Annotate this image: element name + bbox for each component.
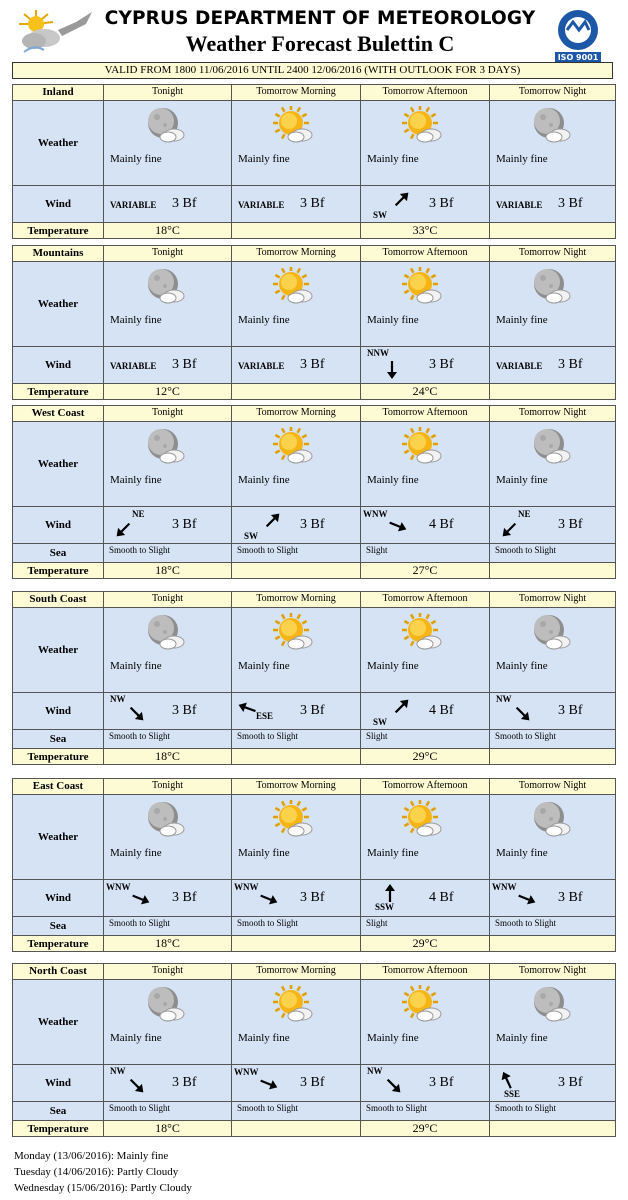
moon-cloud-icon (144, 613, 186, 651)
sun-cloud-icon (272, 985, 314, 1023)
sea-cell (490, 730, 616, 749)
period-header: Tomorrow Night (490, 406, 616, 422)
temperature-cell: 29°C (361, 1121, 490, 1137)
period-header: Tomorrow Night (490, 592, 616, 608)
wind-force: 3 Bf (172, 196, 197, 211)
sea-cell (490, 1102, 616, 1121)
sea-cell (232, 544, 361, 563)
temperature-cell: 18°C (104, 223, 232, 239)
region-table (12, 963, 616, 1137)
period-header: Tonight (104, 779, 232, 795)
wind-arrow-icon (236, 697, 258, 719)
temperature-cell (232, 749, 361, 765)
temperature-label: Temperature (13, 1121, 104, 1137)
wind-direction: VARIABLE (496, 361, 543, 371)
moon-cloud-icon (144, 800, 186, 838)
temperature-cell (490, 749, 616, 765)
temperature-cell: 29°C (361, 749, 490, 765)
weather-cell (361, 101, 490, 186)
weather-label: Weather (13, 262, 104, 347)
wind-force: 4 Bf (429, 890, 454, 905)
weather-label: Weather (13, 608, 104, 693)
temperature-label: Temperature (13, 749, 104, 765)
wind-label: Wind (13, 693, 104, 730)
weather-cell (232, 795, 361, 880)
weather-text: Mainly fine (496, 474, 548, 486)
weather-label: Weather (13, 422, 104, 507)
wind-arrow-icon (112, 519, 134, 541)
period-header: Tomorrow Night (490, 779, 616, 795)
wind-force: 3 Bf (300, 890, 325, 905)
wind-force: 3 Bf (558, 703, 583, 718)
sea-cell (104, 1102, 232, 1121)
wind-force: 3 Bf (429, 357, 454, 372)
wind-direction: NW (110, 694, 126, 704)
weather-text: Mainly fine (110, 474, 162, 486)
temperature-cell (232, 563, 361, 579)
sea-state: Smooth to Slight (495, 545, 557, 555)
wind-cell (361, 347, 490, 384)
sun-cloud-icon (272, 267, 314, 305)
wind-direction: WNW (363, 509, 388, 519)
wind-arrow-icon (258, 1073, 280, 1095)
moon-cloud-icon (530, 985, 572, 1023)
wind-direction: NW (496, 694, 512, 704)
wind-force: 3 Bf (558, 196, 583, 211)
sea-cell (490, 917, 616, 936)
wind-direction: SW (373, 717, 388, 727)
wind-label: Wind (13, 507, 104, 544)
period-header: Tomorrow Morning (232, 85, 361, 101)
wind-direction: NE (132, 509, 145, 519)
moon-cloud-icon (530, 106, 572, 144)
period-header: Tomorrow Afternoon (361, 246, 490, 262)
sun-cloud-icon (401, 106, 443, 144)
wind-direction: VARIABLE (110, 361, 157, 371)
weather-cell (490, 795, 616, 880)
region-name: Inland (13, 85, 104, 101)
weather-text: Mainly fine (238, 474, 290, 486)
wind-force: 3 Bf (300, 703, 325, 718)
outlook-day-3: Wednesday (15/06/2016): Partly Cloudy (14, 1182, 192, 1194)
period-header: Tomorrow Afternoon (361, 592, 490, 608)
wind-direction: VARIABLE (238, 361, 285, 371)
wind-cell (232, 507, 361, 544)
wind-direction: VARIABLE (238, 200, 285, 210)
wind-arrow-icon (516, 888, 538, 910)
wind-force: 3 Bf (172, 703, 197, 718)
sun-cloud-icon (272, 613, 314, 651)
period-header: Tomorrow Morning (232, 406, 361, 422)
wind-arrow-icon (383, 1075, 405, 1097)
weather-text: Mainly fine (238, 314, 290, 326)
period-header: Tomorrow Afternoon (361, 85, 490, 101)
sun-cloud-icon (401, 985, 443, 1023)
region-table (12, 245, 616, 400)
wind-force: 4 Bf (429, 517, 454, 532)
region-name: Mountains (13, 246, 104, 262)
sea-cell (361, 730, 490, 749)
temperature-cell: 12°C (104, 384, 232, 400)
weather-text: Mainly fine (496, 660, 548, 672)
temperature-cell (490, 563, 616, 579)
wind-force: 3 Bf (172, 890, 197, 905)
moon-cloud-icon (530, 613, 572, 651)
weather-cell (232, 422, 361, 507)
wind-cell (490, 186, 616, 223)
wind-cell (490, 693, 616, 730)
temperature-cell (490, 384, 616, 400)
outlook-list (14, 1148, 192, 1196)
region-name: West Coast (13, 406, 104, 422)
sea-cell (361, 917, 490, 936)
wind-force: 3 Bf (558, 357, 583, 372)
sea-state: Smooth to Slight (109, 731, 171, 741)
sun-cloud-icon (272, 427, 314, 465)
wind-cell (361, 186, 490, 223)
sea-state: Smooth to Slight (237, 918, 299, 928)
wind-direction: VARIABLE (496, 200, 543, 210)
temperature-cell (490, 223, 616, 239)
wind-cell (104, 693, 232, 730)
period-header: Tomorrow Morning (232, 246, 361, 262)
wind-force: 3 Bf (300, 517, 325, 532)
moon-cloud-icon (144, 267, 186, 305)
wind-arrow-icon (262, 509, 284, 531)
sea-label: Sea (13, 1102, 104, 1121)
wind-direction: WNW (234, 1067, 259, 1077)
weather-cell (104, 608, 232, 693)
wind-arrow-icon (498, 519, 520, 541)
wind-direction: WNW (106, 882, 131, 892)
temperature-label: Temperature (13, 384, 104, 400)
sea-state: Smooth to Slight (495, 731, 557, 741)
temperature-cell: 29°C (361, 936, 490, 952)
wind-cell (232, 880, 361, 917)
weather-cell (104, 101, 232, 186)
temperature-cell (232, 223, 361, 239)
period-header: Tonight (104, 85, 232, 101)
moon-cloud-icon (530, 427, 572, 465)
weather-text: Mainly fine (367, 660, 419, 672)
wind-cell (361, 880, 490, 917)
sun-cloud-icon (401, 427, 443, 465)
weather-text: Mainly fine (110, 314, 162, 326)
region-name: South Coast (13, 592, 104, 608)
wind-direction: SW (244, 531, 259, 541)
region-table (12, 405, 616, 579)
sun-cloud-icon (401, 613, 443, 651)
weather-text: Mainly fine (496, 1032, 548, 1044)
region-name: East Coast (13, 779, 104, 795)
wind-arrow-icon (130, 888, 152, 910)
region-table (12, 778, 616, 952)
weather-cell (361, 262, 490, 347)
temperature-label: Temperature (13, 563, 104, 579)
wind-force: 4 Bf (429, 703, 454, 718)
sea-state: Slight (366, 731, 388, 741)
wind-cell (232, 1065, 361, 1102)
wind-cell (104, 186, 232, 223)
period-header: Tonight (104, 592, 232, 608)
wind-force: 3 Bf (172, 1075, 197, 1090)
weather-text: Mainly fine (238, 660, 290, 672)
sea-state: Smooth to Slight (109, 545, 171, 555)
sea-state: Smooth to Slight (109, 1103, 171, 1113)
weather-cell (361, 795, 490, 880)
sea-state: Smooth to Slight (237, 1103, 299, 1113)
wind-cell (104, 1065, 232, 1102)
wind-direction: WNW (492, 882, 517, 892)
weather-label: Weather (13, 795, 104, 880)
sea-cell (232, 1102, 361, 1121)
temperature-label: Temperature (13, 223, 104, 239)
wind-cell (232, 186, 361, 223)
period-header: Tomorrow Afternoon (361, 779, 490, 795)
wind-arrow-icon (391, 188, 413, 210)
temperature-cell (232, 1121, 361, 1137)
period-header: Tomorrow Morning (232, 592, 361, 608)
wind-cell (104, 880, 232, 917)
bulletin-title: Weather Forecast Bulettin C (185, 31, 455, 56)
wind-direction: NE (518, 509, 531, 519)
wind-force: 3 Bf (300, 1075, 325, 1090)
sea-cell (361, 1102, 490, 1121)
sea-state: Smooth to Slight (495, 918, 557, 928)
wind-arrow-icon (258, 888, 280, 910)
wind-cell (232, 347, 361, 384)
weather-text: Mainly fine (367, 474, 419, 486)
weather-cell (490, 262, 616, 347)
wind-force: 3 Bf (172, 357, 197, 372)
wind-cell (361, 693, 490, 730)
sea-cell (232, 730, 361, 749)
temperature-cell (490, 1121, 616, 1137)
weather-text: Mainly fine (367, 847, 419, 859)
period-header: Tomorrow Night (490, 246, 616, 262)
weather-text: Mainly fine (496, 314, 548, 326)
sea-cell (361, 544, 490, 563)
weather-cell (361, 980, 490, 1065)
moon-cloud-icon (144, 106, 186, 144)
period-header: Tonight (104, 246, 232, 262)
weather-text: Mainly fine (367, 314, 419, 326)
weather-text: Mainly fine (496, 153, 548, 165)
wind-arrow-icon (381, 359, 403, 381)
wind-arrow-icon (379, 882, 401, 904)
region-table (12, 591, 616, 765)
wind-direction: WNW (234, 882, 259, 892)
region-table (12, 84, 616, 239)
temperature-label: Temperature (13, 936, 104, 952)
period-header: Tomorrow Night (490, 85, 616, 101)
weather-cell (490, 422, 616, 507)
moon-cloud-icon (144, 427, 186, 465)
period-header: Tonight (104, 964, 232, 980)
temperature-cell: 33°C (361, 223, 490, 239)
weather-text: Mainly fine (367, 1032, 419, 1044)
wind-direction: ESE (256, 711, 274, 721)
sea-cell (104, 544, 232, 563)
weather-cell (104, 795, 232, 880)
weather-text: Mainly fine (238, 847, 290, 859)
wind-label: Wind (13, 347, 104, 384)
weather-text: Mainly fine (238, 153, 290, 165)
sea-state: Smooth to Slight (109, 918, 171, 928)
temperature-cell (232, 384, 361, 400)
wind-force: 3 Bf (172, 517, 197, 532)
wind-cell (490, 507, 616, 544)
period-header: Tonight (104, 406, 232, 422)
wind-force: 3 Bf (558, 1075, 583, 1090)
wind-direction: SW (373, 210, 388, 220)
weather-cell (104, 262, 232, 347)
weather-cell (104, 422, 232, 507)
sea-label: Sea (13, 917, 104, 936)
wind-cell (232, 693, 361, 730)
sun-cloud-icon (272, 800, 314, 838)
wind-direction: VARIABLE (110, 200, 157, 210)
wind-arrow-icon (512, 703, 534, 725)
weather-text: Mainly fine (496, 847, 548, 859)
sun-cloud-icon (401, 800, 443, 838)
wind-force: 3 Bf (558, 517, 583, 532)
period-header: Tomorrow Afternoon (361, 964, 490, 980)
outlook-day-1: Monday (13/06/2016): Mainly fine (14, 1150, 169, 1162)
iso-9001-logo-icon (553, 8, 603, 62)
wind-cell (104, 507, 232, 544)
weather-cell (104, 980, 232, 1065)
sea-cell (232, 917, 361, 936)
wind-label: Wind (13, 1065, 104, 1102)
temperature-cell (232, 936, 361, 952)
temperature-cell: 27°C (361, 563, 490, 579)
wind-direction: NNW (367, 348, 389, 358)
sea-state: Smooth to Slight (237, 545, 299, 555)
wind-label: Wind (13, 186, 104, 223)
sea-state: Smooth to Slight (237, 731, 299, 741)
wind-cell (490, 880, 616, 917)
temperature-cell: 24°C (361, 384, 490, 400)
weather-cell (361, 422, 490, 507)
weather-text: Mainly fine (110, 660, 162, 672)
wind-arrow-icon (126, 1075, 148, 1097)
validity-banner: VALID FROM 1800 11/06/2016 UNTIL 2400 12/06/2016 (WITH OUTLOOK FOR 3 DAYS) (12, 62, 613, 79)
wind-direction: NW (110, 1066, 126, 1076)
wind-cell (361, 1065, 490, 1102)
sea-cell (104, 917, 232, 936)
wind-arrow-icon (496, 1069, 518, 1091)
weather-cell (232, 980, 361, 1065)
wind-direction: SSW (375, 902, 395, 912)
moon-cloud-icon (530, 800, 572, 838)
period-header: Tomorrow Morning (232, 779, 361, 795)
sun-cloud-icon (272, 106, 314, 144)
weather-cell (490, 608, 616, 693)
sun-cloud-icon (401, 267, 443, 305)
wind-arrow-icon (387, 515, 409, 537)
sea-state: Smooth to Slight (366, 1103, 428, 1113)
wind-cell (490, 347, 616, 384)
sea-state: Slight (366, 918, 388, 928)
weather-text: Mainly fine (110, 1032, 162, 1044)
sea-cell (104, 730, 232, 749)
wind-force: 3 Bf (300, 196, 325, 211)
weather-cell (232, 608, 361, 693)
period-header: Tomorrow Night (490, 964, 616, 980)
weather-cell (490, 101, 616, 186)
period-header: Tomorrow Afternoon (361, 406, 490, 422)
wind-label: Wind (13, 880, 104, 917)
wind-force: 3 Bf (429, 1075, 454, 1090)
temperature-cell: 18°C (104, 749, 232, 765)
weather-cell (361, 608, 490, 693)
weather-cell (232, 101, 361, 186)
wind-arrow-icon (126, 703, 148, 725)
sea-label: Sea (13, 544, 104, 563)
region-name: North Coast (13, 964, 104, 980)
temperature-cell: 18°C (104, 936, 232, 952)
sea-cell (490, 544, 616, 563)
weather-label: Weather (13, 980, 104, 1065)
wind-force: 3 Bf (558, 890, 583, 905)
temperature-cell (490, 936, 616, 952)
page-header (0, 0, 628, 60)
wind-force: 3 Bf (300, 357, 325, 372)
wind-cell (361, 507, 490, 544)
iso-badge-text: ISO 9001 (557, 53, 599, 62)
sea-state: Smooth to Slight (495, 1103, 557, 1113)
weather-cell (232, 262, 361, 347)
wind-cell (490, 1065, 616, 1102)
wind-arrow-icon (391, 695, 413, 717)
period-header: Tomorrow Morning (232, 964, 361, 980)
wind-force: 3 Bf (429, 196, 454, 211)
outlook-day-2: Tuesday (14/06/2016): Partly Cloudy (14, 1166, 179, 1178)
moon-cloud-icon (144, 985, 186, 1023)
temperature-cell: 18°C (104, 1121, 232, 1137)
moon-cloud-icon (530, 267, 572, 305)
temperature-cell: 18°C (104, 563, 232, 579)
sea-state: Slight (366, 545, 388, 555)
weather-text: Mainly fine (238, 1032, 290, 1044)
department-title: CYPRUS DEPARTMENT OF METEOROLOGY (104, 8, 536, 29)
weather-label: Weather (13, 101, 104, 186)
weather-text: Mainly fine (367, 153, 419, 165)
wind-direction: NW (367, 1066, 383, 1076)
weather-text: Mainly fine (110, 847, 162, 859)
sea-label: Sea (13, 730, 104, 749)
wind-cell (104, 347, 232, 384)
weather-text: Mainly fine (110, 153, 162, 165)
weather-cell (490, 980, 616, 1065)
wind-direction: SSE (504, 1089, 521, 1099)
